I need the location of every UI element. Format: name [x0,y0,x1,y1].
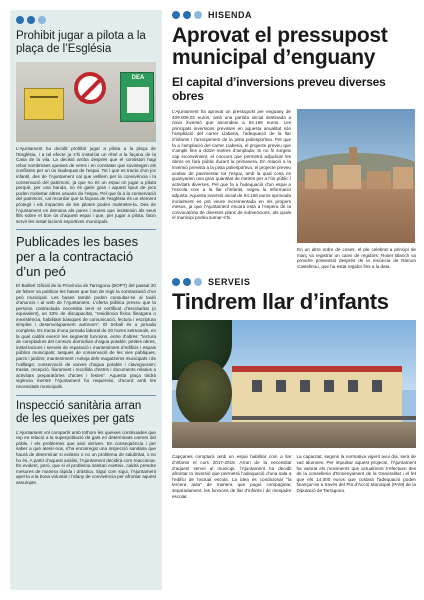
article-body-gats: L’Ajuntament vol compartir amb tothom les queixes continuades que rep en relació a la superpoblació de gats en determinats carrers del poble, i els problemes que això deriven. En conseqüència i per saber a què atenir-nos, s’ha encarregat una inspecció sanitària que haurà de determinar si existeix o no un problema de salubritat, o no ho és. A partir d’aquest anàlisi, l’Ajuntament decidirà com reaccionar. És evident, però, que si el problema sanitari existeix, caldrà prendre mesures de manera ràpida i dràstica. Sigui com sigui, l’Ajuntament apel·la a la bona voluntat i l’afany de convivència per afrontar aquest assumpte. [16,429,156,485]
photo-caption: En un altre ordre de coses, el ple celebrat a principi de març va registrar un canvi de regidors: Roser Blanch va prendre possessió després de la renúncia de Ramon Castellnou, que ha estat regidor fins a la data. [297,247,416,269]
bullet-icon [194,11,202,19]
section-header-serveis [172,277,416,314]
bullet-icon [16,16,24,24]
llar-col-2: La capacitat, segons la normativa vigent avui dia, serà de vuit alumnes. Per impulsar aquest projecte, l’Ajuntament ha valorat els moviments que actualment s’efectuen des de la conselleria d’Ensenyament de la Generalitat i el fet que els 14.000 euros que costarà l’adequació poden finançar-se a través del Pla d’Acció Municipal (PAM) de la Diputació de Tarragona. [296,454,416,493]
yellow-box [24,88,64,120]
school-photo [172,320,416,448]
bullet-icon [194,278,202,286]
bullet-icon [172,278,180,286]
bullet-icon [38,16,46,24]
defibrillator-icon: DEA [120,72,154,122]
headline-llar: Tindrem llar d’infants [172,289,389,315]
pressupost-col-2 [297,109,416,269]
article-title-gats: Inspecció sanitària arran de les queixes per gats [16,399,142,425]
headline-pressupost: Aprovat el pressupost municipal d’enguany [172,24,388,69]
bullet-icon [183,11,191,19]
section-header-hisenda [172,10,416,20]
article-body-peo: El Butlletí Oficial de la Província de Tarragona (BOPT) del passat 20 de febrer va publicar les bases que han de regir la contractació d’un peó municipal. Les bases també poden consultar-se al tauló d’anuncis i al web de l’Ajuntament. L’oferta pública preveu que la persona contractada necessita tenir el certificat d’escolaritat (o equivalent), un 33% de discapacitat, "residència física llinatgera o inexistència, habilitats bàsiques de comunicació, lectura i escriptura simples i desenvolupament autònom". El treball és a jornada completa. Es tracta d’una jornada laboral de 20 hores setmanals, en la qual caldrà exercir les següents funcions, entre d’altres: "lectura de comptadors del consum domiciliari d’aigua potable; petites obres, instal·lacions i serveis de reparació i manteniment d’edificis i espais públics municipals; tasques de conservació de les vies públiques, parcs i jardins; manteniment i neteja dels magatzems municipals i de l’utillatge; conservació de xarxes d’aigua potable i clavegueram; traslat, recepció, lliurament i recollida d’estris i documents relatius a activitats preparatòries d’actes i festes". Aquesta plaça tindrà vigència mentre l’Ajuntament ho requereixi, d’acord amb les necessitats municipals. [16,283,156,389]
llar-body [172,454,416,499]
section-tag: HISENDA [208,10,253,20]
bullet-icon [27,16,35,24]
llar-col-1: Capçanes comptarà amb un espai habilitat com a llar d’infants el curs 2017-2018. Arran de la necessitat d’aquest servei al municipi, l’Ajuntament ha decidit afrontar la inversió que permetrà l’adequació d’una sala a l’edifici de l’actual escola. La idea és condicionar "la tercera aula" de manera que pugui compaginar, separadament, les funcions de llar d’infants i de menjador escolar. [172,454,292,499]
bullet-icon [183,278,191,286]
right-column [172,10,416,590]
article-title-pilota: Prohibit jugar a pilota a la plaça de l’Església [16,30,146,55]
left-column [10,10,162,590]
no-ball-sign-icon [74,72,106,104]
sign-photo [16,62,156,142]
left-dots [10,10,162,26]
article-title-peo: Publicades les bases per a la contractació d’un peó [16,234,139,280]
pressupost-body [172,109,416,269]
subheadline-pressupost: El capital d’inversions preveu diverses obres [172,75,386,103]
article-body-pilota: L’Ajuntament ha decidit prohibir jugar a pilota a la plaça de l’Església, i a tal efecte ja s’hi instal·lat un rètol a la façana de la Casa de la vila. La decisió arriba després que el consistori hagi rebut nombroses queixes de veïns i en constatar que sovintegen els conflictes per un ús inadequat de l’espai. Tot i que es tracta d’un joc infantil, des de l’Ajuntament cal que vetllem per la convivència i la conservació del patrimoni, ja que no és un espai on jugar a pilota perquè, per una banda, no és gaire gran i aquest tipus de jocs poden molestar altres usuaris de l’espai. Pel que fa a la conservació del patrimoni, cal recordar que la façana de l’església és un element protegit i els impactes de les pilotes poden malmetre-la. Des de l’Ajuntament es demana als pares i mares que insisteixin als seus fills sobre el bon ús d’aquest espai i que, per jugar a pilota, facin servir les instal·lacions esportives municipals. [16,146,156,224]
pressupost-col-1: L’Ajuntament ha aprovat un pressupost per enguany de 409.009,02 euros, amb una partida inicial destinada a nova inversió que ascendeix a 64.168 euros. Les principals inversions previstes en aquesta anualitat són l’ampliació del carrer Llaberia, l’adequació de la llar d’infants i l’arranjament de la pista poliesportiva. Pel que fa a l’ampliació del carrer Llaberia, el projecte preveu que s’ampliï fins a dotze metres d’amplada. Si no hi sorgeix cap inconvenient, el concurs que permetrà adjudicar les obres es farà públic durant la primavera. En relació a la inversió prevista a la pista poliesportiva, el projecte preveu acabar de pavimentar tot l’espai, amb la qual cosa es guanyarien una gran quantitat de metres per a l’ús públic i activitats diverses. Pel que fa a l’adequació d’un espai a l’escola com a la llar d’infants, vegeu la informació adjunta. Aquesta inversió inicial de 64.168 euros aprovada inicialment es pot veure incrementada en els propers mesos, ja que l’Ajuntament encara està a l’espera de la convocatòria de diverses plans de subvencions, als quals el municipi podria sumar-s’hi. [172,109,292,221]
bullet-icon [172,11,180,19]
section-tag: SERVEIS [208,277,251,288]
town-photo [297,109,415,243]
